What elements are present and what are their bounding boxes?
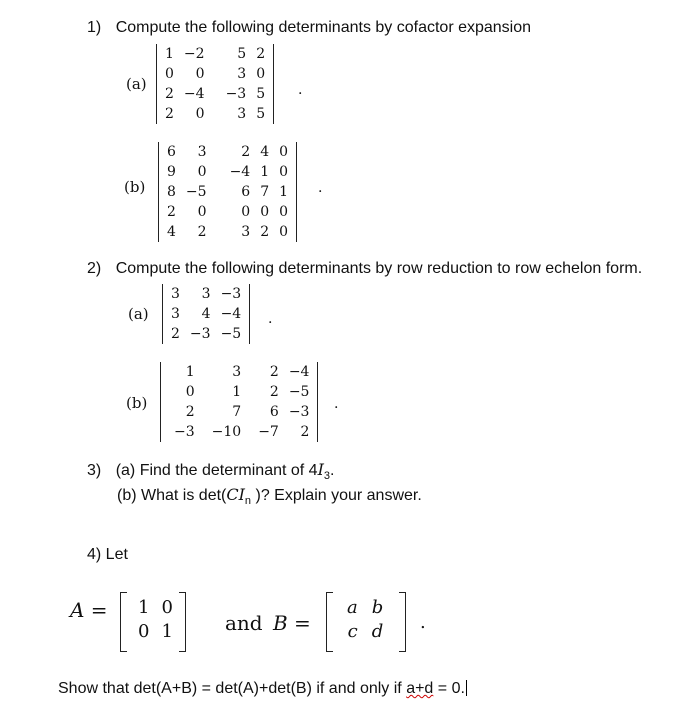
determinant-period: . bbox=[268, 311, 273, 327]
question-3b-end: )? Explain your answer. bbox=[251, 487, 422, 504]
question-1b-label: (b) bbox=[124, 178, 146, 196]
question-2b-determinant bbox=[160, 362, 339, 447]
identity-symbol: I bbox=[317, 460, 324, 479]
question-3b-text: (b) What is det( bbox=[117, 487, 227, 504]
question-3-number: 3) bbox=[87, 462, 102, 479]
matrix-b: a b c d bbox=[326, 592, 406, 652]
determinant-period: . bbox=[298, 82, 303, 98]
determinant-period: . bbox=[334, 396, 339, 412]
matrix-a-label: A = bbox=[70, 598, 108, 622]
question-2a-determinant bbox=[162, 284, 273, 349]
question-4-statement bbox=[58, 680, 467, 698]
question-2-heading bbox=[87, 260, 642, 278]
question-1-text: Compute the following determinants by cofactor expansion bbox=[115, 19, 532, 36]
statement-end: = 0. bbox=[433, 680, 465, 697]
spellcheck-underlined-text: a+d bbox=[406, 680, 434, 697]
matrix-b-period: . bbox=[420, 612, 426, 633]
question-1b-determinant bbox=[158, 142, 323, 247]
question-1a-label: (a) bbox=[126, 75, 147, 93]
question-1a-determinant bbox=[156, 44, 303, 129]
statement-text: Show that det(A+B) = det(A)+det(B) if and only if bbox=[58, 680, 407, 697]
matrix-b-label: B = bbox=[273, 611, 311, 635]
question-2-number: 2) bbox=[87, 260, 102, 277]
and-text: and bbox=[225, 611, 263, 635]
question-4-heading: 4) Let bbox=[87, 546, 128, 563]
question-3a-line bbox=[87, 460, 334, 482]
ci-subscript: n bbox=[244, 495, 252, 508]
question-2-text: Compute the following determinants by row reduction to row echelon form. bbox=[115, 260, 643, 277]
identity-subscript: 3 bbox=[323, 470, 331, 483]
question-3a-text: (a) Find the determinant of 4 bbox=[115, 462, 318, 479]
determinant-matrix: 1 −2 5 2 0 0 3 0 2 −4 −3 5 2 0 3 5 bbox=[165, 46, 266, 122]
question-2a-label: (a) bbox=[128, 305, 149, 323]
determinant-period: . bbox=[318, 180, 323, 196]
determinant-matrix: 1 3 2 −4 0 1 2 −5 2 7 6 −3 −3 −10 −7 2 bbox=[174, 364, 310, 440]
determinant-matrix: 6 3 2 4 0 9 0 −4 1 0 8 −5 6 7 1 2 0 0 0 0 4 2 3 2 0 bbox=[167, 144, 289, 240]
question-1-number: 1) bbox=[87, 19, 102, 36]
ci-symbol: CI bbox=[226, 485, 245, 504]
question-2b-label: (b) bbox=[126, 394, 148, 412]
question-1-heading bbox=[87, 19, 531, 37]
question-3a-end: . bbox=[330, 462, 335, 479]
matrix-a: 1 0 0 1 bbox=[120, 592, 186, 652]
question-3b-line bbox=[117, 485, 422, 507]
determinant-matrix: 3 3 −3 3 4 −4 2 −3 −5 bbox=[171, 286, 242, 342]
text-cursor bbox=[466, 680, 467, 696]
